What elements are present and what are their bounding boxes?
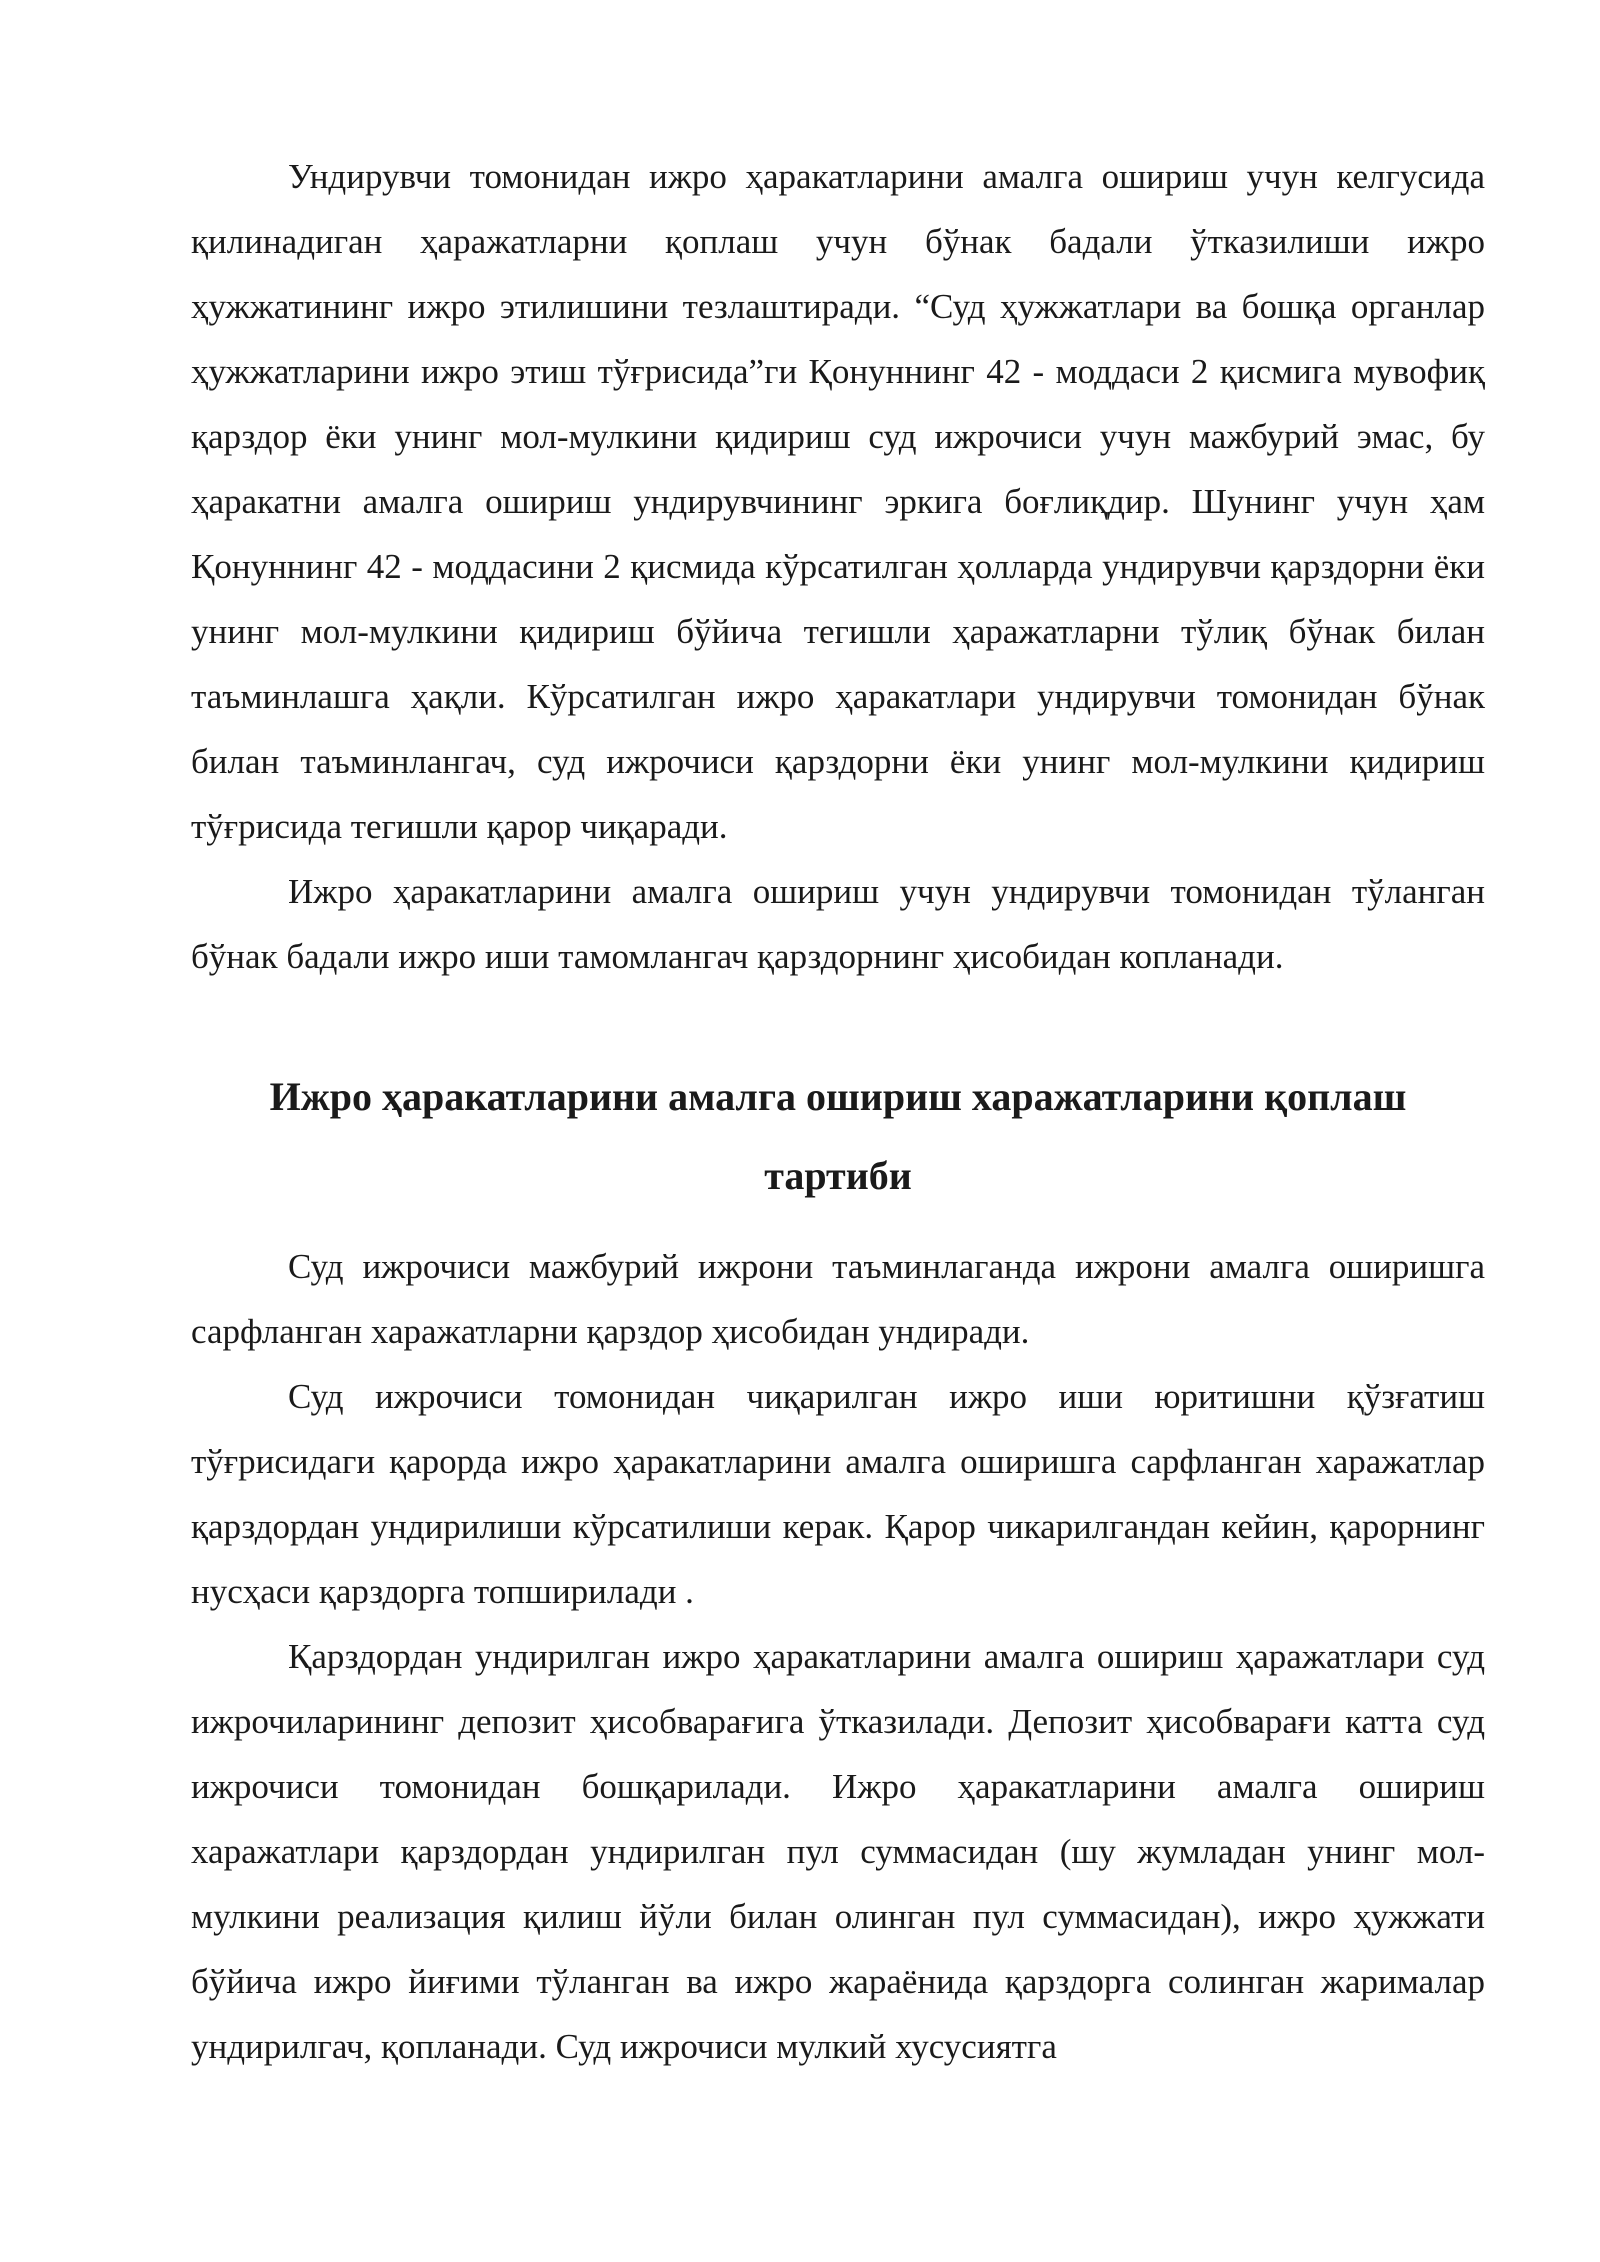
text-block-bottom: [191, 1234, 1485, 2079]
text-block-top: [191, 144, 1485, 989]
paragraph-advance-payment: Ундирувчи томонидан ижро ҳаракатларини амалга ошириш учун келгусида қилинадиган ҳаражатларни қоплаш учун бўнак бадали ўтказилиши ижро ҳужжатининг ижро этилишини тезлаштиради. “Суд ҳужжатлари ва бошқа органлар ҳужжатларини ижро этиш тўғрисида”ги Қонуннинг 42 - моддаси 2 қисмига мувофиқ қарздор ёки унинг мол-мулкини қидириш суд ижрочиси учун мажбурий эмас, бу ҳаракатни амалга ошириш ундирувчининг эркига боғлиқдир. Шунинг учун ҳам Қонуннинг 42 - моддасини 2 қисмида кўрсатилган ҳолларда ундирувчи қарздорни ёки унинг мол-мулкини қидириш бўйича тегишли ҳаражатларни тўлиқ бўнак билан таъминлашга ҳақли. Кўрсатилган ижро ҳаракатлари ундирувчи томонидан бўнак билан таъминлангач, суд ижрочиси қарздорни ёки унинг мол-мулкини қидириш тўғрисида тегишли қарор чиқаради.: [191, 157, 1485, 846]
section-heading: Ижро ҳаракатларини амалга ошириш харажатларини қоплаш тартиби: [269, 1074, 1407, 1198]
paragraph-decision: Суд ижрочиси томонидан чиқарилган ижро иши юритишни қўзғатиш тўғрисидаги қарорда ижро ҳаракатларини амалга оширишга сарфланган харажатлар қарздордан ундирилиши кўрсатилиши керак. Қарор чикарилгандан кейин, қарорнинг нусҳаси қарздорга топширилади .: [191, 1377, 1485, 1611]
paragraph-advance-refund: Ижро ҳаракатларини амалга ошириш учун ундирувчи томонидан тўланган бўнак бадали ижро иши тамомлангач қарздорнинг ҳисобидан копланади.: [191, 872, 1485, 976]
section-heading-block: [191, 1057, 1485, 1215]
paragraph-expense-recovery: Суд ижрочиси мажбурий ижрони таъминлаганда ижрони амалга оширишга сарфланган харажатларни қарздор ҳисобидан ундиради.: [191, 1247, 1485, 1351]
paragraph-deposit-account: Қарздордан ундирилган ижро ҳаракатларини амалга ошириш ҳаражатлари суд ижрочиларининг депозит ҳисобварағига ўтказилади. Депозит ҳисобварағи катта суд ижрочиси томонидан бошқарилади. Ижро ҳаракатларини амалга ошириш харажатлари қарздордан ундирилган пул суммасидан (шу жумладан унинг мол-мулкини реализация қилиш йўли билан олинган пул суммасидан), ижро ҳужжати бўйича ижро йиғими тўланган ва ижро жараёнида қарздорга солинган жарималар ундирилгач, қопланади. Суд ижрочиси мулкий хусусиятга: [191, 1637, 1485, 2066]
